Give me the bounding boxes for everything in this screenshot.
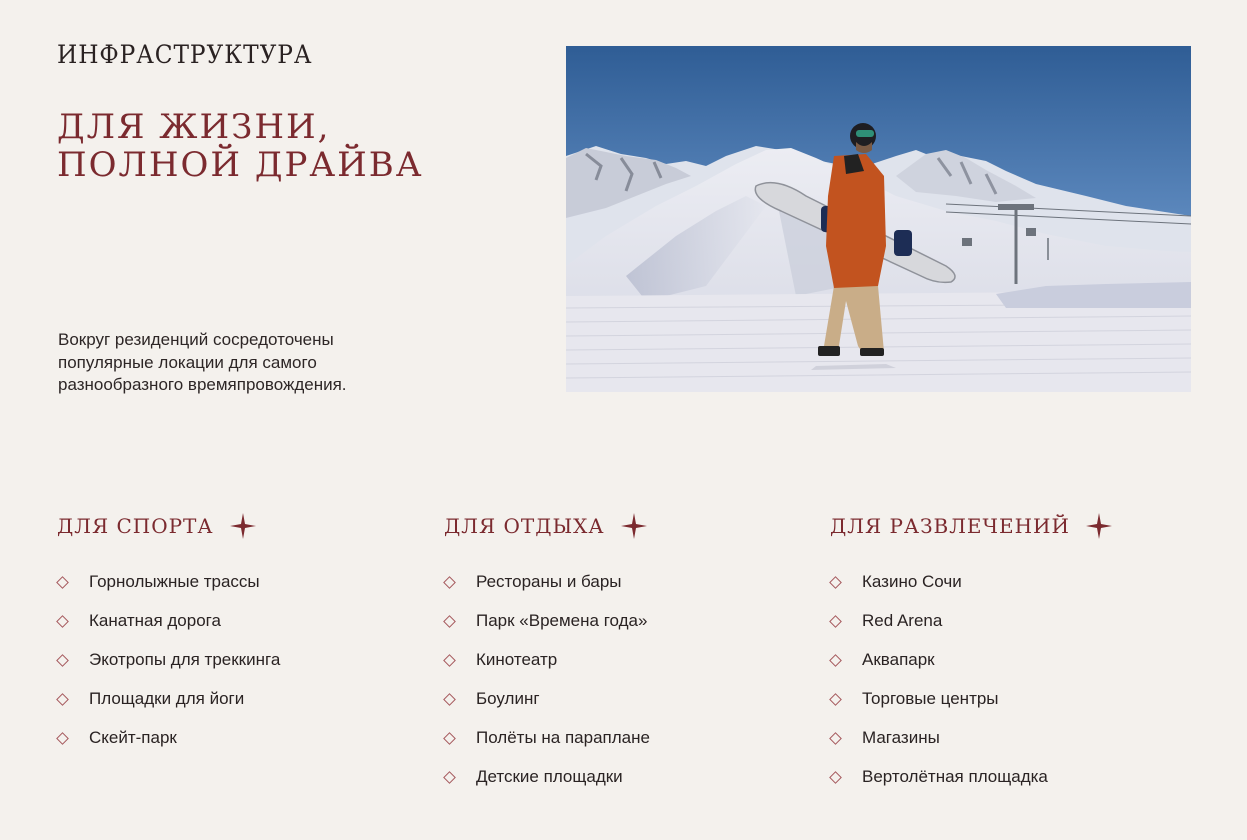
diamond-bullet-icon xyxy=(56,615,69,628)
list-sport xyxy=(57,572,397,767)
list-item-label: Детские площадки xyxy=(476,767,623,786)
column-sport xyxy=(57,512,397,767)
diamond-bullet-icon xyxy=(443,693,456,706)
diamond-bullet-icon xyxy=(829,732,842,745)
list-item xyxy=(830,650,1170,689)
column-title-label: ДЛЯ РАЗВЛЕЧЕНИЙ xyxy=(830,514,1070,538)
intro-text: Вокруг резиденций сосредоточены популярные локации для самого разнообразного времяпровождения. xyxy=(58,330,347,394)
list-item xyxy=(830,728,1170,767)
list-item-label: Боулинг xyxy=(476,689,540,708)
list-item-label: Кинотеатр xyxy=(476,650,558,669)
list-item-label: Площадки для йоги xyxy=(89,689,245,708)
diamond-bullet-icon xyxy=(56,576,69,589)
headline xyxy=(57,108,424,184)
list-entertainment xyxy=(830,572,1170,806)
diamond-bullet-icon xyxy=(829,576,842,589)
snowboarder-photo xyxy=(566,46,1191,392)
list-item-label: Полёты на параплане xyxy=(476,728,650,747)
headline-line-2: ПОЛНОЙ ДРАЙВА xyxy=(57,145,424,185)
diamond-bullet-icon xyxy=(829,771,842,784)
sparkle-icon xyxy=(230,513,256,539)
diamond-bullet-icon xyxy=(443,771,456,784)
list-item xyxy=(444,689,784,728)
list-item xyxy=(57,572,397,611)
list-item xyxy=(830,572,1170,611)
list-item xyxy=(830,611,1170,650)
list-item xyxy=(444,728,784,767)
diamond-bullet-icon xyxy=(829,654,842,667)
diamond-bullet-icon xyxy=(443,576,456,589)
list-item xyxy=(57,611,397,650)
column-entertainment xyxy=(830,512,1170,806)
list-item-label: Рестораны и бары xyxy=(476,572,622,591)
eyebrow-title: ИНФРАСТРУКТУРА xyxy=(57,40,313,69)
list-item xyxy=(57,650,397,689)
list-item-label: Парк «Времена года» xyxy=(476,611,648,630)
column-title-entertainment xyxy=(830,512,1170,540)
column-rest xyxy=(444,512,784,806)
diamond-bullet-icon xyxy=(829,693,842,706)
column-title-rest xyxy=(444,512,784,540)
list-item xyxy=(57,689,397,728)
list-item xyxy=(830,689,1170,728)
list-item-label: Канатная дорога xyxy=(89,611,221,630)
headline-line-1: ДЛЯ ЖИЗНИ, xyxy=(57,107,331,147)
list-item-label: Горнолыжные трассы xyxy=(89,572,260,591)
list-item xyxy=(444,767,784,806)
diamond-bullet-icon xyxy=(56,654,69,667)
list-item xyxy=(830,767,1170,806)
list-item xyxy=(444,611,784,650)
list-item xyxy=(444,572,784,611)
column-title-label: ДЛЯ ОТДЫХА xyxy=(444,514,605,538)
diamond-bullet-icon xyxy=(443,732,456,745)
list-item-label: Экотропы для треккинга xyxy=(89,650,281,669)
sparkle-icon xyxy=(1086,513,1112,539)
diamond-bullet-icon xyxy=(56,693,69,706)
list-item-label: Red Arena xyxy=(862,611,943,630)
list-item xyxy=(444,650,784,689)
list-item-label: Аквапарк xyxy=(862,650,935,669)
list-item xyxy=(57,728,397,767)
diamond-bullet-icon xyxy=(56,732,69,745)
sparkle-icon xyxy=(621,513,647,539)
column-title-label: ДЛЯ СПОРТА xyxy=(57,514,214,538)
diamond-bullet-icon xyxy=(443,615,456,628)
list-item-label: Вертолётная площадка xyxy=(862,767,1048,786)
list-rest xyxy=(444,572,784,806)
diamond-bullet-icon xyxy=(443,654,456,667)
list-item-label: Казино Сочи xyxy=(862,572,962,591)
list-item-label: Магазины xyxy=(862,728,940,747)
list-item-label: Скейт-парк xyxy=(89,728,177,747)
diamond-bullet-icon xyxy=(829,615,842,628)
list-item-label: Торговые центры xyxy=(862,689,999,708)
column-title-sport xyxy=(57,512,397,540)
